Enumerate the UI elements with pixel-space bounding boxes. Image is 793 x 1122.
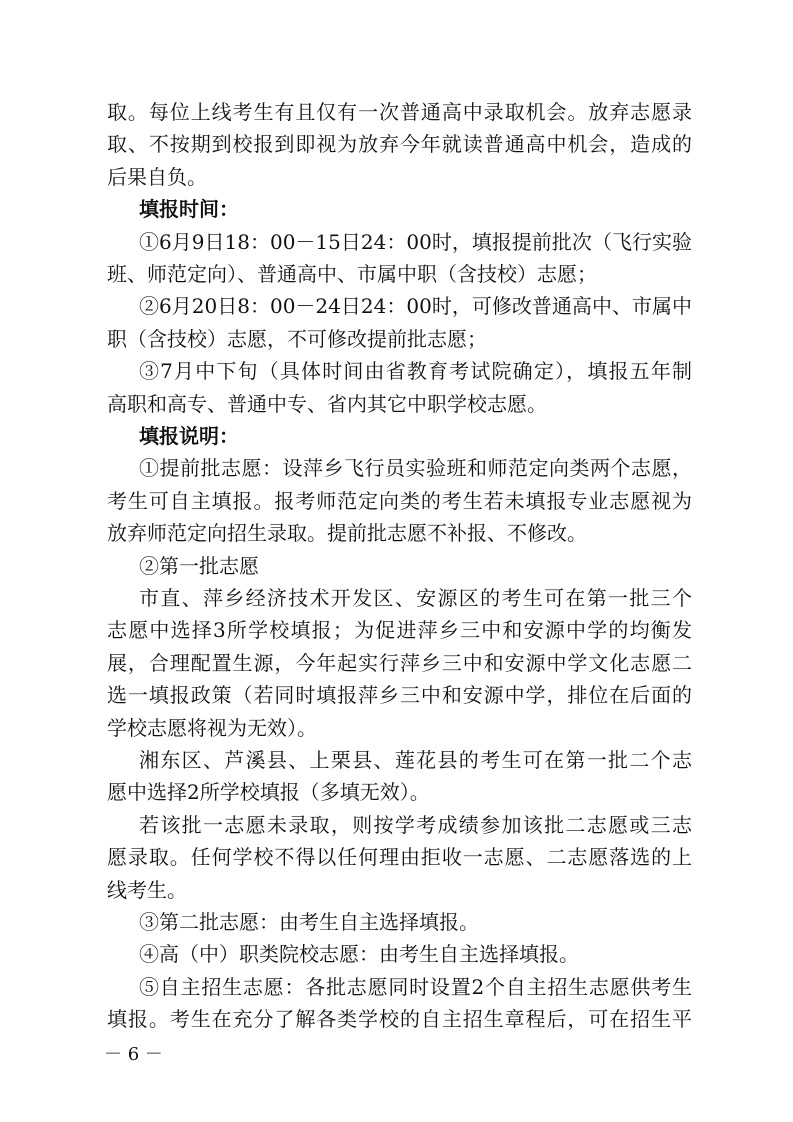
- text-line: 职（含技校）志愿，不可修改提前批志愿；: [107, 326, 487, 351]
- text-line: 展，合理配置生源，今年起实行萍乡三中和安源中学文化志愿二: [107, 650, 692, 675]
- text-line: ①6月9日18：00－15日24：00时，填报提前批次（飞行实验: [139, 229, 692, 254]
- text-line: 高职和高专、普通中专、省内其它中职学校志愿。: [107, 391, 547, 416]
- text-line: ⑤自主招生志愿：各批志愿同时设置2个自主招生志愿供考生: [139, 974, 692, 999]
- text-line: 取、不按期到校报到即视为放弃今年就读普通高中机会，造成的: [107, 132, 692, 157]
- text-line: 愿中选择2所学校填报（多填无效）。: [107, 780, 430, 805]
- text-line: 愿录取。任何学校不得以任何理由拒收一志愿、二志愿落选的上: [107, 845, 692, 870]
- text-line: 后果自负。: [107, 164, 207, 189]
- text-line: ③第二批志愿：由考生自主选择填报。: [139, 910, 479, 934]
- text-line: 若该批一志愿未录取，则按学考成绩参加该批二志愿或三志: [139, 812, 692, 837]
- text-line: 湘东区、芦溪县、上栗县、莲花县的考生可在第一批二个志: [139, 748, 692, 772]
- text-line: 选一填报政策（若同时填报萍乡三中和安源中学，排位在后面的: [107, 683, 692, 708]
- text-line: 市直、萍乡经济技术开发区、安源区的考生可在第一批三个: [139, 586, 692, 610]
- text-line: ①提前批志愿：设萍乡飞行员实验班和师范定向类两个志愿，: [139, 456, 692, 481]
- text-line: 填报。考生在充分了解各类学校的自主招生章程后，可在招生平: [107, 1007, 692, 1032]
- text-line: ②6月20日8：00－24日24：00时，可修改普通高中、市属中: [139, 294, 692, 319]
- text-line: 考生可自主填报。报考师范定向类的考生若未填报专业志愿视为: [107, 488, 692, 513]
- text-line: ③7月中下旬（具体时间由省教育考试院确定），填报五年制: [139, 359, 692, 384]
- text-line: 班、师范定向）、普通高中、市属中职（含技校）志愿；: [107, 262, 597, 286]
- text-line: 线考生。: [107, 877, 187, 902]
- text-line: ②第一批志愿: [139, 553, 259, 578]
- text-line: 学校志愿将视为无效）。: [107, 715, 317, 740]
- text-line: ④高（中）职类院校志愿：由考生自主选择填报。: [139, 942, 579, 967]
- section-heading-fill-instructions: 填报说明：: [139, 424, 239, 448]
- page-number: － 6 －: [104, 1044, 163, 1065]
- text-line: 志愿中选择3所学校填报；为促进萍乡三中和安源中学的均衡发: [107, 618, 692, 643]
- section-heading-fill-time: 填报时间：: [139, 197, 239, 222]
- text-line: 放弃师范定向招生录取。提前批志愿不补报、不修改。: [107, 521, 587, 546]
- text-line: 取。每位上线考生有且仅有一次普通高中录取机会。放弃志愿录: [107, 100, 692, 124]
